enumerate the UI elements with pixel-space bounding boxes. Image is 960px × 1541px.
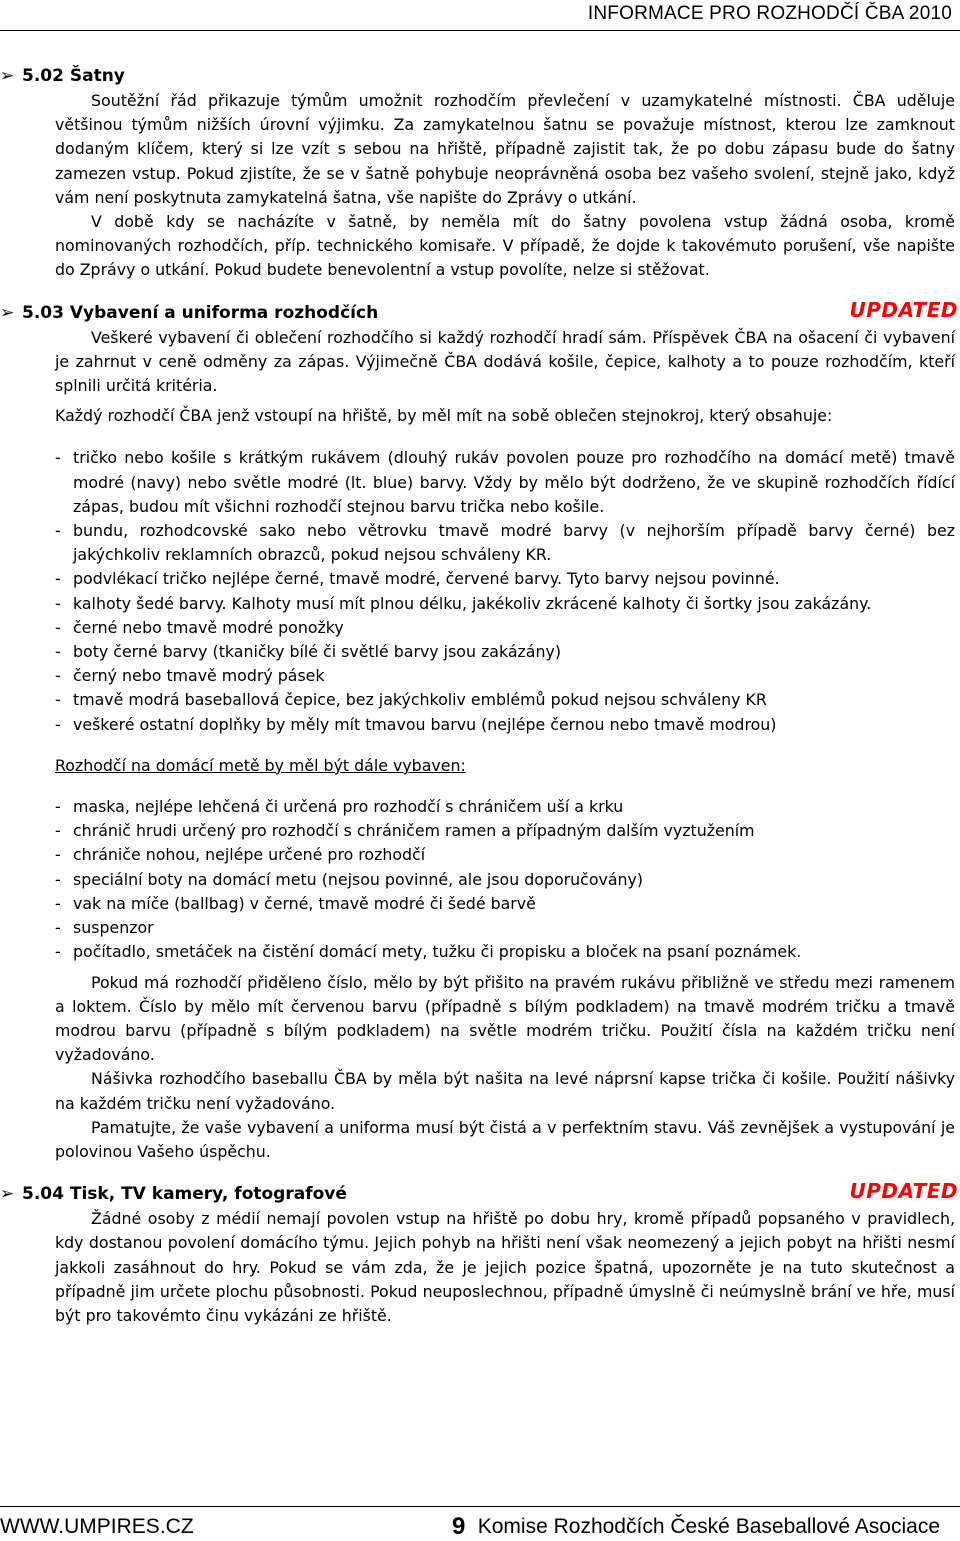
list-item: - tmavě modrá baseballová čepice, bez jakýchkoliv emblémů pokud nejsou schváleny KR	[55, 688, 955, 712]
paragraph: Veškeré vybavení či oblečení rozhodčího si každý rozhodčí hradí sám. Příspěvek ČBA na ošacení či vybavení je zahrnut v ceně odměny za zápas. Výjimečně ČBA dodává košile, čepice, kalhoty a to pouze rozhodčím, kteří splnili určitá kritéria.	[55, 327, 955, 396]
paragraph: Každý rozhodčí ČBA jenž vstoupí na hřiště, by měl mít na sobě oblečen stejnokroj, který obsahuje:	[55, 406, 833, 426]
plate-equipment-list	[55, 795, 955, 964]
list-item: - speciální boty na domácí metu (nejsou povinné, ale jsou doporučovány)	[55, 868, 955, 892]
list-item: - vak na míče (ballbag) v černé, tmavě modré či šedé barvě	[55, 892, 955, 916]
list-item: - suspenzor	[55, 916, 955, 940]
section-heading-5-04	[0, 1181, 960, 1207]
paragraph: Pamatujte, že vaše vybavení a uniforma musí být čistá a v perfektním stavu. Váš zevnějšek a vystupování je polovinou Vašeho úspěchu.	[55, 1117, 955, 1161]
document-body	[0, 63, 960, 1328]
list-item: - boty černé barvy (tkaničky bílé či světlé barvy jsou zakázány)	[55, 640, 955, 664]
section-heading-5-03	[0, 297, 960, 326]
bullet-arrow-icon: ➢	[0, 1184, 15, 1205]
list-item: - počítadlo, smetáček na čistění domácí mety, tužku či propisku a bloček na psaní poznámek.	[55, 940, 955, 964]
paragraph: Soutěžní řád přikazuje týmům umožnit rozhodčím převlečení v uzamykatelné místnosti. ČBA uděluje většinou týmům nižších úrovní výjimku. Za zamykatelnou šatnu se považuje místnost, kterou lze zamknout dodaným klíčem, který si lze vzít s sebou na hřiště, případně zajistit tak, že po dobu zápasu bude do šatny zamezen vstup. Pokud zjistíte, že se v šatně pohybuje neoprávněná osoba bez vašeho svolení, stejně jako, když vám není poskytnuta zamykatelná šatna, vše napište do Zprávy o utkání.	[55, 91, 955, 207]
paragraph: Nášivka rozhodčího baseballu ČBA by měla být našita na levé náprsní kapse trička či košile. Použití nášivky na každém tričku není vyžadováno.	[55, 1069, 955, 1113]
list-item: - černé nebo tmavě modré ponožky	[55, 616, 955, 640]
paragraph: V době kdy se nacházíte v šatně, by neměla mít do šatny povolena vstup žádná osoba, kromě nominovaných rozhodčích, příp. technického komisaře. V případě, že dojde k takovémuto porušení, vše napište do Zprávy o utkání. Pokud budete benevolentní a vstup povolíte, nelze si stěžovat.	[55, 212, 955, 280]
page-number: 9	[452, 1513, 466, 1540]
list-item: - veškeré ostatní doplňky by měly mít tmavou barvu (nejlépe černou nebo tmavě modrou)	[55, 713, 955, 737]
list-item: - tričko nebo košile s krátkým rukávem (dlouhý rukáv povolen pouze pro rozhodčího na domácí metě) tmavě modré (navy) nebo světle modré (lt. blue) barvy. Vždy by mělo být dodrženo, že ve skupině rozhodčích řídící zápas, budou mít všichni rozhodčí stejnou barvu trička nebo košile.	[55, 446, 955, 519]
section-title: 5.02 Šatny	[22, 66, 125, 86]
list-item: - chrániče nohou, nejlépe určené pro rozhodčí	[55, 843, 955, 867]
list-item: - chránič hrudi určený pro rozhodčí s chráničem ramen a případným dalším vyztužením	[55, 819, 955, 843]
bullet-arrow-icon: ➢	[0, 66, 15, 86]
list-item: - maska, nejlépe lehčená či určená pro rozhodčí s chráničem uší a krku	[55, 795, 955, 819]
section-title: 5.04 Tisk, TV kamery, fotografové	[22, 1184, 347, 1205]
page-header-title: INFORMACE PRO ROZHODČÍ ČBA 2010	[587, 3, 952, 24]
section-heading-5-02	[0, 63, 960, 89]
footer-rule	[0, 1506, 960, 1507]
paragraph: Žádné osoby z médií nemají povolen vstup na hřiště po dobu hry, kromě případů popsaného v pravidlech, kdy dostanou povolení domácího týmu. Jejich pohyb na hřišti není však neomezený a jejich pobyt na hřišti nesmí jakkoli zasáhnout do hry. Pokud se vám zda, že je jejich pozice špatná, upozorněte je na tuto skutečnost a případně jim určete plochu působnosti. Pokud neuposlechnou, případně úmyslně či neúmyslně brání ve hře, musí být pro takovémto činu vykázáni ze hřiště.	[55, 1209, 955, 1325]
list-item: - černý nebo tmavě modrý pásek	[55, 664, 955, 688]
list-item: - bundu, rozhodcovské sako nebo větrovku tmavě modré barvy (v nejhorším případě barvy černé) bez jakýchkoliv reklamních obrazců, pokud nejsou schváleny KR.	[55, 519, 955, 567]
subheading-home-plate: Rozhodčí na domácí metě by měl být dále vybaven:	[55, 755, 466, 775]
updated-badge: UPDATED	[849, 1179, 958, 1204]
updated-badge: UPDATED	[849, 297, 958, 322]
section-title: 5.03 Vybavení a uniforma rozhodčích	[22, 302, 379, 323]
footer-organization: Komise Rozhodčích České Baseballové Asociace	[477, 1515, 940, 1538]
paragraph: Pokud má rozhodčí přiděleno číslo, mělo by být přišito na pravém rukávu přibližně ve středu mezi ramenem a loktem. Číslo by mělo mít červenou barvu (případně s bílým podkladem) na tmavě modrém tričku a tmavě modrou barvu (případně s bílým podkladem) na světle modrém tričku. Použití čísla na každém tričku není vyžadováno.	[55, 972, 955, 1065]
header-rule	[0, 30, 960, 31]
bullet-arrow-icon: ➢	[0, 302, 15, 323]
list-item: - podvlékací tričko nejlépe černé, tmavě modré, červené barvy. Tyto barvy nejsou povinné.	[55, 567, 955, 591]
uniform-list	[55, 446, 955, 736]
footer-website-link[interactable]: WWW.UMPIRES.CZ	[0, 1515, 194, 1538]
page-footer	[0, 1511, 960, 1539]
list-item: - kalhoty šedé barvy. Kalhoty musí mít plnou délku, jakékoliv zkrácené kalhoty či šortky jsou zakázány.	[55, 592, 955, 616]
